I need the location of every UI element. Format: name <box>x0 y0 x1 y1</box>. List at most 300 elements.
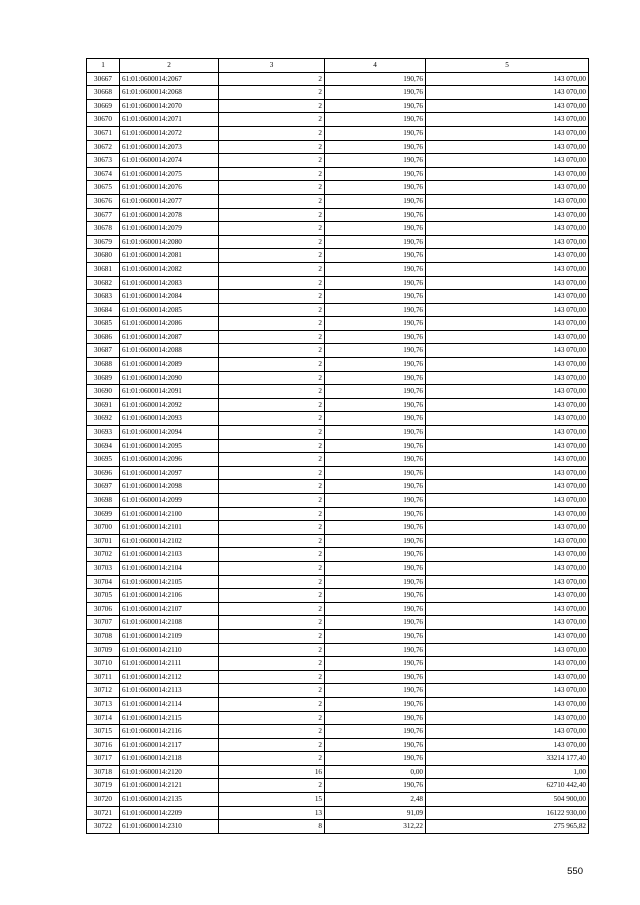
table-cell: 2 <box>219 657 325 671</box>
table-cell: 2 <box>219 453 325 467</box>
table-row <box>87 494 589 508</box>
table-cell: 61:01:0600014:2106 <box>120 589 219 603</box>
table-cell: 2 <box>219 779 325 793</box>
table-cell: 143 070,00 <box>426 330 589 344</box>
table-cell: 61:01:0600014:2094 <box>120 426 219 440</box>
table-cell: 143 070,00 <box>426 575 589 589</box>
table-cell: 1,00 <box>426 765 589 779</box>
table-cell: 143 070,00 <box>426 439 589 453</box>
table-cell: 2 <box>219 181 325 195</box>
table-row <box>87 684 589 698</box>
table-cell: 2 <box>219 113 325 127</box>
table-row <box>87 602 589 616</box>
table-cell: 30688 <box>87 358 120 372</box>
table-cell: 61:01:0600014:2084 <box>120 290 219 304</box>
table-cell: 30669 <box>87 99 120 113</box>
table-cell: 190,76 <box>325 738 426 752</box>
table-cell: 30685 <box>87 317 120 331</box>
table-cell: 30692 <box>87 412 120 426</box>
table-row <box>87 181 589 195</box>
table-cell: 190,76 <box>325 330 426 344</box>
table-cell: 190,76 <box>325 752 426 766</box>
table-cell: 30668 <box>87 86 120 100</box>
table-cell: 30709 <box>87 643 120 657</box>
table-cell: 190,76 <box>325 507 426 521</box>
table-cell: 61:01:0600014:2080 <box>120 235 219 249</box>
table-cell: 312,22 <box>325 820 426 834</box>
table-cell: 190,76 <box>325 616 426 630</box>
table-cell: 143 070,00 <box>426 548 589 562</box>
table-cell: 30671 <box>87 126 120 140</box>
table-cell: 143 070,00 <box>426 534 589 548</box>
column-header: 2 <box>120 59 219 73</box>
table-cell: 190,76 <box>325 181 426 195</box>
table-cell: 190,76 <box>325 194 426 208</box>
table-cell: 190,76 <box>325 344 426 358</box>
table-cell: 143 070,00 <box>426 262 589 276</box>
table-cell: 30716 <box>87 738 120 752</box>
table-cell: 30694 <box>87 439 120 453</box>
table-cell: 30696 <box>87 466 120 480</box>
table-cell: 190,76 <box>325 657 426 671</box>
table-cell: 2 <box>219 697 325 711</box>
table-cell: 61:01:0600014:2086 <box>120 317 219 331</box>
table-cell: 190,76 <box>325 548 426 562</box>
table-row <box>87 453 589 467</box>
table-cell: 61:01:0600014:2115 <box>120 711 219 725</box>
table-cell: 190,76 <box>325 235 426 249</box>
table-row <box>87 439 589 453</box>
table-cell: 61:01:0600014:2071 <box>120 113 219 127</box>
table-cell: 143 070,00 <box>426 466 589 480</box>
table-row <box>87 616 589 630</box>
table-cell: 2 <box>219 371 325 385</box>
table-header <box>87 59 589 73</box>
table-cell: 2 <box>219 290 325 304</box>
table-cell: 61:01:0600014:2113 <box>120 684 219 698</box>
table-cell: 143 070,00 <box>426 697 589 711</box>
table-cell: 2 <box>219 575 325 589</box>
table-cell: 143 070,00 <box>426 412 589 426</box>
table-body <box>87 72 589 833</box>
table-cell: 61:01:0600014:2085 <box>120 303 219 317</box>
table-row <box>87 657 589 671</box>
table-row <box>87 222 589 236</box>
table-row <box>87 480 589 494</box>
table-cell: 143 070,00 <box>426 194 589 208</box>
table-cell: 190,76 <box>325 602 426 616</box>
table-cell: 30719 <box>87 779 120 793</box>
table-row <box>87 575 589 589</box>
table-cell: 2,48 <box>325 793 426 807</box>
table-cell: 61:01:0600014:2081 <box>120 249 219 263</box>
table-cell: 143 070,00 <box>426 208 589 222</box>
table-cell: 2 <box>219 561 325 575</box>
table-cell: 61:01:0600014:2087 <box>120 330 219 344</box>
table-row <box>87 521 589 535</box>
table-cell: 190,76 <box>325 113 426 127</box>
table-cell: 61:01:0600014:2097 <box>120 466 219 480</box>
table-cell: 2 <box>219 602 325 616</box>
table-row <box>87 344 589 358</box>
table-cell: 190,76 <box>325 208 426 222</box>
table-cell: 2 <box>219 222 325 236</box>
table-cell: 30710 <box>87 657 120 671</box>
table-row <box>87 507 589 521</box>
table-cell: 2 <box>219 480 325 494</box>
table-cell: 30711 <box>87 670 120 684</box>
table-cell: 16122 930,00 <box>426 806 589 820</box>
table-cell: 16 <box>219 765 325 779</box>
table-cell: 8 <box>219 820 325 834</box>
table-row <box>87 358 589 372</box>
table-cell: 61:01:0600014:2107 <box>120 602 219 616</box>
table-cell: 61:01:0600014:2095 <box>120 439 219 453</box>
table-cell: 61:01:0600014:2068 <box>120 86 219 100</box>
table-cell: 30673 <box>87 154 120 168</box>
table-cell: 61:01:0600014:2070 <box>120 99 219 113</box>
table-cell: 30672 <box>87 140 120 154</box>
table-cell: 30713 <box>87 697 120 711</box>
table-cell: 30675 <box>87 181 120 195</box>
table-cell: 190,76 <box>325 358 426 372</box>
table-cell: 30670 <box>87 113 120 127</box>
table-cell: 190,76 <box>325 222 426 236</box>
table-cell: 2 <box>219 235 325 249</box>
table-cell: 30704 <box>87 575 120 589</box>
table-cell: 190,76 <box>325 167 426 181</box>
table-cell: 61:01:0600014:2108 <box>120 616 219 630</box>
table-cell: 61:01:0600014:2073 <box>120 140 219 154</box>
table-cell: 2 <box>219 167 325 181</box>
table-cell: 30714 <box>87 711 120 725</box>
table-cell: 0,00 <box>325 765 426 779</box>
table-cell: 2 <box>219 466 325 480</box>
table-row <box>87 140 589 154</box>
table-cell: 61:01:0600014:2099 <box>120 494 219 508</box>
table-cell: 143 070,00 <box>426 684 589 698</box>
table-cell: 143 070,00 <box>426 453 589 467</box>
table-cell: 30702 <box>87 548 120 562</box>
table-cell: 2 <box>219 385 325 399</box>
table-cell: 61:01:0600014:2112 <box>120 670 219 684</box>
table-cell: 2 <box>219 86 325 100</box>
table-cell: 143 070,00 <box>426 86 589 100</box>
table-cell: 190,76 <box>325 412 426 426</box>
table-cell: 30686 <box>87 330 120 344</box>
table-row <box>87 752 589 766</box>
table-cell: 2 <box>219 140 325 154</box>
column-header: 3 <box>219 59 325 73</box>
table-cell: 30684 <box>87 303 120 317</box>
table-cell: 61:01:0600014:2101 <box>120 521 219 535</box>
table-cell: 143 070,00 <box>426 249 589 263</box>
table-cell: 30693 <box>87 426 120 440</box>
table-cell: 190,76 <box>325 154 426 168</box>
table-cell: 30707 <box>87 616 120 630</box>
table-row <box>87 629 589 643</box>
table-row <box>87 208 589 222</box>
table-cell: 30712 <box>87 684 120 698</box>
table-cell: 61:01:0600014:2135 <box>120 793 219 807</box>
table-cell: 143 070,00 <box>426 480 589 494</box>
table-cell: 2 <box>219 494 325 508</box>
data-table <box>86 58 589 834</box>
table-cell: 190,76 <box>325 453 426 467</box>
table-cell: 2 <box>219 412 325 426</box>
table-cell: 61:01:0600014:2083 <box>120 276 219 290</box>
table-row <box>87 806 589 820</box>
table-cell: 2 <box>219 752 325 766</box>
table-row <box>87 697 589 711</box>
table-cell: 30722 <box>87 820 120 834</box>
table-cell: 30720 <box>87 793 120 807</box>
table-row <box>87 262 589 276</box>
table-cell: 30697 <box>87 480 120 494</box>
table-cell: 30690 <box>87 385 120 399</box>
table-row <box>87 194 589 208</box>
table-cell: 2 <box>219 426 325 440</box>
table-cell: 61:01:0600014:2091 <box>120 385 219 399</box>
table-cell: 275 965,82 <box>426 820 589 834</box>
table-row <box>87 126 589 140</box>
table-cell: 30681 <box>87 262 120 276</box>
table-cell: 30689 <box>87 371 120 385</box>
table-cell: 143 070,00 <box>426 344 589 358</box>
table-cell: 190,76 <box>325 575 426 589</box>
header-row <box>87 59 589 73</box>
table-row <box>87 72 589 86</box>
table-cell: 2 <box>219 738 325 752</box>
table-cell: 2 <box>219 303 325 317</box>
table-cell: 30680 <box>87 249 120 263</box>
table-row <box>87 725 589 739</box>
table-cell: 143 070,00 <box>426 290 589 304</box>
table-cell: 61:01:0600014:2089 <box>120 358 219 372</box>
table-cell: 190,76 <box>325 262 426 276</box>
table-cell: 61:01:0600014:2067 <box>120 72 219 86</box>
table-cell: 143 070,00 <box>426 140 589 154</box>
table-cell: 190,76 <box>325 670 426 684</box>
table-cell: 61:01:0600014:2117 <box>120 738 219 752</box>
table-cell: 143 070,00 <box>426 181 589 195</box>
table-cell: 30705 <box>87 589 120 603</box>
table-cell: 61:01:0600014:2090 <box>120 371 219 385</box>
table-cell: 190,76 <box>325 494 426 508</box>
table-cell: 61:01:0600014:2118 <box>120 752 219 766</box>
table-row <box>87 548 589 562</box>
table-cell: 30715 <box>87 725 120 739</box>
table-cell: 143 070,00 <box>426 99 589 113</box>
table-row <box>87 793 589 807</box>
table-row <box>87 330 589 344</box>
table-row <box>87 235 589 249</box>
table-cell: 61:01:0600014:2074 <box>120 154 219 168</box>
table-cell: 30687 <box>87 344 120 358</box>
table-cell: 2 <box>219 317 325 331</box>
table-cell: 2 <box>219 249 325 263</box>
table-cell: 2 <box>219 439 325 453</box>
table-cell: 30678 <box>87 222 120 236</box>
table-cell: 30721 <box>87 806 120 820</box>
table-cell: 15 <box>219 793 325 807</box>
table-cell: 2 <box>219 126 325 140</box>
table-cell: 143 070,00 <box>426 317 589 331</box>
table-cell: 33214 177,40 <box>426 752 589 766</box>
table-cell: 30717 <box>87 752 120 766</box>
table-cell: 61:01:0600014:2096 <box>120 453 219 467</box>
table-cell: 190,76 <box>325 426 426 440</box>
table-cell: 30691 <box>87 398 120 412</box>
table-cell: 190,76 <box>325 589 426 603</box>
table-cell: 61:01:0600014:2100 <box>120 507 219 521</box>
table-cell: 91,09 <box>325 806 426 820</box>
table-row <box>87 412 589 426</box>
table-row <box>87 86 589 100</box>
table-cell: 13 <box>219 806 325 820</box>
table-cell: 61:01:0600014:2114 <box>120 697 219 711</box>
table-cell: 2 <box>219 99 325 113</box>
table-cell: 61:01:0600014:2092 <box>120 398 219 412</box>
table-cell: 30682 <box>87 276 120 290</box>
table-cell: 61:01:0600014:2093 <box>120 412 219 426</box>
table-cell: 30699 <box>87 507 120 521</box>
table-cell: 190,76 <box>325 317 426 331</box>
table-row <box>87 371 589 385</box>
table-cell: 190,76 <box>325 480 426 494</box>
table-cell: 190,76 <box>325 779 426 793</box>
table-row <box>87 303 589 317</box>
table-cell: 143 070,00 <box>426 657 589 671</box>
table-cell: 143 070,00 <box>426 521 589 535</box>
table-cell: 61:01:0600014:2104 <box>120 561 219 575</box>
table-cell: 30676 <box>87 194 120 208</box>
table-row <box>87 398 589 412</box>
table-cell: 2 <box>219 154 325 168</box>
table-row <box>87 765 589 779</box>
table-cell: 30683 <box>87 290 120 304</box>
table-cell: 2 <box>219 208 325 222</box>
table-cell: 143 070,00 <box>426 507 589 521</box>
table-cell: 190,76 <box>325 99 426 113</box>
table-row <box>87 167 589 181</box>
table-row <box>87 779 589 793</box>
table-cell: 2 <box>219 194 325 208</box>
table-row <box>87 738 589 752</box>
table-row <box>87 385 589 399</box>
table-cell: 143 070,00 <box>426 72 589 86</box>
table-row <box>87 820 589 834</box>
table-cell: 143 070,00 <box>426 561 589 575</box>
table-cell: 30677 <box>87 208 120 222</box>
table-cell: 61:01:0600014:2105 <box>120 575 219 589</box>
table-cell: 190,76 <box>325 643 426 657</box>
table-cell: 143 070,00 <box>426 126 589 140</box>
table-cell: 190,76 <box>325 439 426 453</box>
table-cell: 143 070,00 <box>426 738 589 752</box>
table-row <box>87 466 589 480</box>
table-cell: 190,76 <box>325 276 426 290</box>
table-cell: 61:01:0600014:2077 <box>120 194 219 208</box>
table-cell: 61:01:0600014:2120 <box>120 765 219 779</box>
table-cell: 2 <box>219 507 325 521</box>
table-cell: 30718 <box>87 765 120 779</box>
table-cell: 30708 <box>87 629 120 643</box>
table-cell: 30701 <box>87 534 120 548</box>
table-cell: 61:01:0600014:2111 <box>120 657 219 671</box>
table-row <box>87 643 589 657</box>
table-cell: 190,76 <box>325 290 426 304</box>
table-cell: 30700 <box>87 521 120 535</box>
table-cell: 2 <box>219 521 325 535</box>
table-cell: 2 <box>219 629 325 643</box>
table-cell: 61:01:0600014:2079 <box>120 222 219 236</box>
table-cell: 190,76 <box>325 725 426 739</box>
table-row <box>87 99 589 113</box>
table-cell: 2 <box>219 72 325 86</box>
table-cell: 143 070,00 <box>426 113 589 127</box>
table-cell: 143 070,00 <box>426 602 589 616</box>
table-row <box>87 154 589 168</box>
table-cell: 30674 <box>87 167 120 181</box>
table-cell: 190,76 <box>325 561 426 575</box>
table-cell: 30698 <box>87 494 120 508</box>
table-cell: 143 070,00 <box>426 670 589 684</box>
table-cell: 61:01:0600014:2121 <box>120 779 219 793</box>
table-cell: 30679 <box>87 235 120 249</box>
table-cell: 62710 442,40 <box>426 779 589 793</box>
table-cell: 190,76 <box>325 629 426 643</box>
table-cell: 2 <box>219 398 325 412</box>
table-cell: 190,76 <box>325 385 426 399</box>
table-cell: 143 070,00 <box>426 494 589 508</box>
table-cell: 190,76 <box>325 303 426 317</box>
table-cell: 143 070,00 <box>426 616 589 630</box>
table-cell: 61:01:0600014:2109 <box>120 629 219 643</box>
table-cell: 2 <box>219 548 325 562</box>
table-cell: 2 <box>219 643 325 657</box>
table-cell: 143 070,00 <box>426 725 589 739</box>
table-cell: 61:01:0600014:2310 <box>120 820 219 834</box>
table-cell: 143 070,00 <box>426 371 589 385</box>
table-row <box>87 534 589 548</box>
table-cell: 143 070,00 <box>426 426 589 440</box>
table-cell: 2 <box>219 616 325 630</box>
table-cell: 61:01:0600014:2082 <box>120 262 219 276</box>
table-cell: 190,76 <box>325 697 426 711</box>
table-cell: 190,76 <box>325 371 426 385</box>
table-cell: 2 <box>219 670 325 684</box>
table-cell: 61:01:0600014:2209 <box>120 806 219 820</box>
table-row <box>87 113 589 127</box>
column-header: 4 <box>325 59 426 73</box>
table-cell: 190,76 <box>325 398 426 412</box>
table-cell: 61:01:0600014:2103 <box>120 548 219 562</box>
table-cell: 190,76 <box>325 521 426 535</box>
table-cell: 143 070,00 <box>426 358 589 372</box>
table-cell: 190,76 <box>325 466 426 480</box>
table-cell: 2 <box>219 534 325 548</box>
table-cell: 190,76 <box>325 711 426 725</box>
table-cell: 2 <box>219 262 325 276</box>
table-cell: 2 <box>219 589 325 603</box>
table-cell: 61:01:0600014:2110 <box>120 643 219 657</box>
table-cell: 61:01:0600014:2088 <box>120 344 219 358</box>
table-cell: 143 070,00 <box>426 303 589 317</box>
table-cell: 143 070,00 <box>426 589 589 603</box>
column-header: 1 <box>87 59 120 73</box>
table-row <box>87 290 589 304</box>
